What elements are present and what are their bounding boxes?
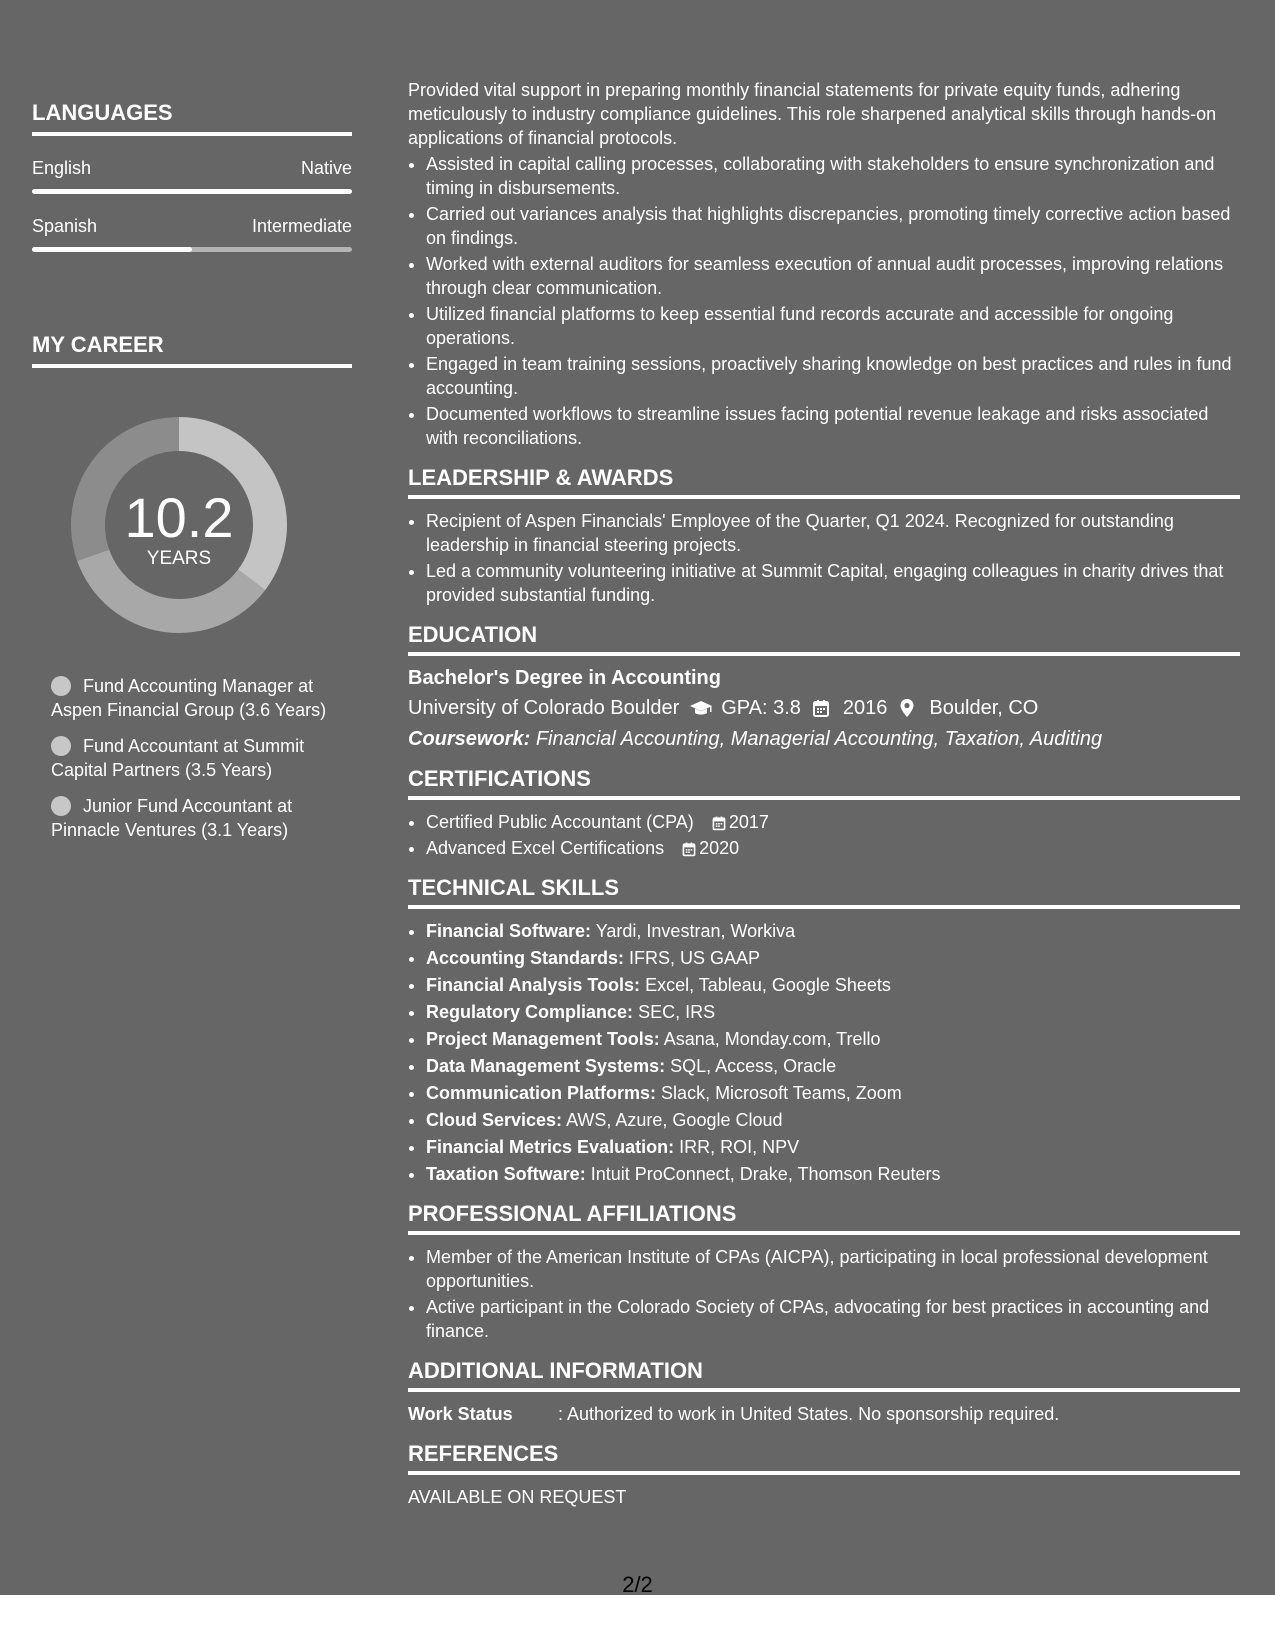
language-proficiency-fill — [32, 247, 192, 252]
skill-label: Financial Software: — [426, 921, 592, 941]
career-dot-icon — [51, 736, 71, 756]
references-heading: REFERENCES — [408, 1442, 1240, 1475]
skill-value: SEC, IRS — [638, 1002, 716, 1022]
skill-item — [426, 1027, 1240, 1051]
references-text: AVAILABLE ON REQUEST — [408, 1487, 627, 1507]
experience-bullet: • Assisted in capital calling processes, collaborating with stakeholders to ensure synchronization and timing in disbursements. — [426, 152, 1240, 200]
skill-value: Asana, Monday.com, Trello — [663, 1029, 881, 1049]
affiliations-list — [408, 1245, 1240, 1343]
skill-label: Cloud Services: — [426, 1110, 563, 1130]
skills-list — [408, 919, 1240, 1186]
skill-item — [426, 1108, 1240, 1132]
education-details — [408, 696, 1240, 720]
graduation-cap-icon — [689, 698, 713, 718]
career-list — [32, 674, 352, 842]
skill-value: SQL, Access, Oracle — [670, 1056, 837, 1076]
skill-label: Accounting Standards: — [426, 948, 625, 968]
experience-bullet: • Engaged in team training sessions, proactively sharing knowledge on best practices and rules in fund accounting. — [426, 352, 1240, 400]
sidebar — [32, 100, 352, 854]
calendar-icon — [711, 815, 727, 831]
leadership-item: • Led a community volunteering initiative at Summit Capital, engaging colleagues in charity drives that provided substantial funding. — [426, 559, 1240, 607]
certifications-list — [408, 810, 1240, 860]
certifications-heading: CERTIFICATIONS — [408, 767, 1240, 800]
work-status-value: : Authorized to work in United States. No sponsorship required. — [558, 1404, 1060, 1424]
career-item: Junior Fund Accountant at Pinnacle Ventures (3.1 Years) — [51, 796, 293, 840]
certification-year: 2017 — [728, 812, 769, 832]
skill-item — [426, 1135, 1240, 1159]
affiliation-item: • Active participant in the Colorado Society of CPAs, advocating for best practices in accounting and finance. — [426, 1295, 1240, 1343]
page-number: 2/2 — [622, 1572, 653, 1597]
skill-item — [426, 1081, 1240, 1105]
leadership-item: • Recipient of Aspen Financials' Employee of the Quarter, Q1 2024. Recognized for outstanding leadership in financial steering projects. — [426, 509, 1240, 557]
skill-label: Financial Metrics Evaluation: — [426, 1137, 675, 1157]
leadership-heading: LEADERSHIP & AWARDS — [408, 466, 1240, 499]
language-level: Native — [300, 158, 352, 178]
work-status-row — [408, 1402, 1240, 1426]
work-status-label: Work Status — [408, 1404, 513, 1424]
language-proficiency-fill — [32, 189, 352, 194]
experience-bullet: • Utilized financial platforms to keep essential fund records accurate and accessible for ongoing operations. — [426, 302, 1240, 350]
experience-bullet: • Documented workflows to streamline issues facing potential revenue leakage and risks associated with reconciliations. — [426, 402, 1240, 450]
skill-label: Regulatory Compliance: — [426, 1002, 634, 1022]
skill-label: Financial Analysis Tools: — [426, 975, 641, 995]
career-dot-icon — [51, 676, 71, 696]
career-dot-icon — [51, 796, 71, 816]
coursework-label: Coursework: — [408, 728, 531, 750]
skill-value: Excel, Tableau, Google Sheets — [645, 975, 891, 995]
skill-item — [426, 946, 1240, 970]
skill-value: Slack, Microsoft Teams, Zoom — [661, 1083, 902, 1103]
degree-title: Bachelor's Degree in Accounting — [408, 667, 721, 689]
skill-value: IFRS, US GAAP — [629, 948, 761, 968]
skill-item — [426, 1000, 1240, 1024]
skills-heading: TECHNICAL SKILLS — [408, 876, 1240, 909]
language-name: English — [32, 158, 92, 178]
career-heading: MY CAREER — [32, 332, 352, 368]
graduation-year: 2016 — [842, 697, 888, 719]
career-item: Fund Accounting Manager at Aspen Financial Group (3.6 Years) — [51, 676, 327, 720]
coursework-list: Financial Accounting, Managerial Accounting, Taxation, Auditing — [535, 728, 1103, 750]
skill-item — [426, 973, 1240, 997]
skill-value: AWS, Azure, Google Cloud — [566, 1110, 783, 1130]
language-level: Intermediate — [251, 216, 352, 236]
skill-item — [426, 919, 1240, 943]
certification-name: Advanced Excel Certifications — [426, 838, 665, 858]
skill-label: Data Management Systems: — [426, 1056, 666, 1076]
career-donut-chart — [66, 412, 292, 638]
skill-label: Taxation Software: — [426, 1164, 586, 1184]
career-item: Fund Accountant at Summit Capital Partners (3.5 Years) — [51, 736, 305, 780]
school-name: University of Colorado Boulder — [408, 697, 680, 719]
experience-bullet: • Carried out variances analysis that highlights discrepancies, promoting timely corrective action based on findings. — [426, 202, 1240, 250]
gpa: GPA: 3.8 — [721, 697, 801, 719]
skill-item — [426, 1054, 1240, 1078]
certification-item — [426, 836, 1240, 860]
education-heading: EDUCATION — [408, 623, 1240, 656]
additional-info-heading: ADDITIONAL INFORMATION — [408, 1359, 1240, 1392]
certification-name: Certified Public Accountant (CPA) — [426, 812, 694, 832]
skill-value: IRR, ROI, NPV — [679, 1137, 800, 1157]
language-english — [32, 158, 352, 194]
experience-summary: Provided vital support in preparing monthly financial statements for private equity funds, adhering meticulously to industry compliance guidelines. This role sharpened analytical skills through hands-on applications of financial protocols. — [408, 80, 1217, 148]
leadership-list — [408, 509, 1240, 607]
calendar-icon — [811, 698, 835, 718]
coursework — [408, 727, 1240, 751]
location-pin-icon — [897, 698, 921, 718]
affiliations-heading: PROFESSIONAL AFFILIATIONS — [408, 1202, 1240, 1235]
certification-item — [426, 810, 1240, 834]
calendar-icon — [681, 841, 697, 857]
main-column — [408, 78, 1240, 1509]
experience-bullet: • Worked with external auditors for seamless execution of annual audit processes, improving relations through clear communication. — [426, 252, 1240, 300]
school-location: Boulder, CO — [929, 697, 1039, 719]
skill-label: Project Management Tools: — [426, 1029, 660, 1049]
skill-value: Intuit ProConnect, Drake, Thomson Reuters — [590, 1164, 941, 1184]
skill-label: Communication Platforms: — [426, 1083, 657, 1103]
skill-value: Yardi, Investran, Workiva — [595, 921, 796, 941]
languages-heading: LANGUAGES — [32, 100, 352, 136]
experience-bullets — [408, 152, 1240, 450]
language-proficiency-bar — [32, 189, 352, 194]
skill-item — [426, 1162, 1240, 1186]
career-total-unit: YEARS — [146, 548, 212, 569]
language-name: Spanish — [32, 216, 98, 236]
affiliation-item: • Member of the American Institute of CPAs (AICPA), participating in local professional development opportunities. — [426, 1245, 1240, 1293]
language-proficiency-bar — [32, 247, 352, 252]
language-spanish — [32, 216, 352, 252]
certification-year: 2020 — [699, 838, 740, 858]
career-total-years: 10.2 — [124, 486, 234, 549]
